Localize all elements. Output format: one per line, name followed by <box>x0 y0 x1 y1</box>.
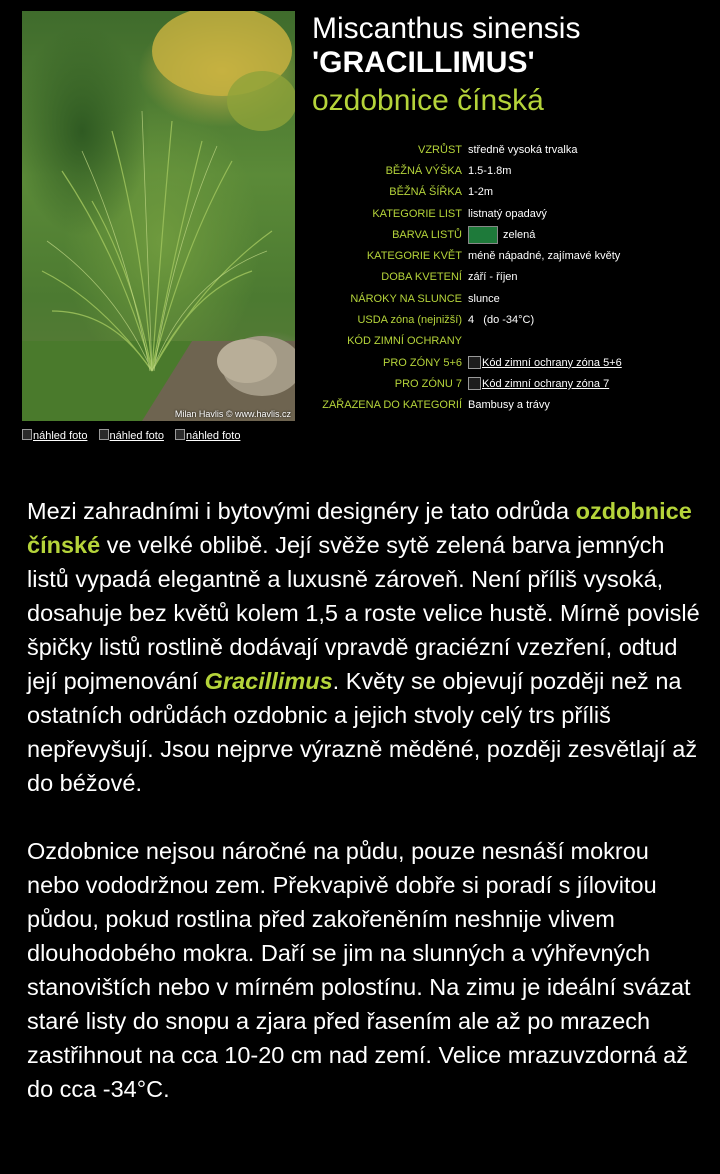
text-run: Mezi zahradními i bytovými designéry je tato odrůda <box>27 498 576 524</box>
property-key: BARVA LISTŮ <box>392 228 462 241</box>
property-value <box>468 226 535 244</box>
broken-image-icon <box>468 377 481 390</box>
czech-name: ozdobnice čínská <box>312 84 544 117</box>
property-key: USDA zóna (nejnižší) <box>357 314 462 327</box>
winter-protection-link-zone-5-6[interactable] <box>468 356 622 369</box>
property-key: PRO ZÓNY 5+6 <box>383 356 462 369</box>
property-row <box>300 331 720 352</box>
thumbnail-link-1[interactable] <box>22 429 87 442</box>
property-value: 1.5-1.8m <box>468 164 512 177</box>
property-row <box>300 267 720 288</box>
latin-name: Miscanthus sinensis <box>312 12 581 45</box>
property-row <box>300 224 720 245</box>
leaf-color-label: zelená <box>503 228 536 241</box>
broken-image-icon <box>468 356 481 369</box>
property-key: BĚŽNÁ ŠÍŘKA <box>389 186 462 199</box>
property-key: ZAŘAZENA DO KATEGORIÍ <box>322 399 462 412</box>
broken-image-icon <box>22 429 32 440</box>
winter-protection-link-zone-7[interactable] <box>468 377 609 390</box>
property-row <box>300 203 720 224</box>
text-run: . Květy se objevují později než na ostatních odrůdách ozdobnic a jejich stvoly celý trs příliš nepřevyšují. Jsou nejprve výrazně měděné, později zesvětlají až do béžové. <box>27 668 698 796</box>
thumbnail-link-2[interactable] <box>99 429 164 442</box>
plant-photo <box>22 11 295 421</box>
property-key: VZRŮST <box>418 143 462 156</box>
property-row <box>300 139 720 160</box>
property-value <box>468 377 609 390</box>
property-row <box>300 245 720 266</box>
thumbnail-label: náhled foto <box>109 430 164 442</box>
broken-image-icon <box>99 429 109 440</box>
link-label: Kód zimní ochrany zóna 5+6 <box>482 356 622 369</box>
property-value: středně vysoká trvalka <box>468 143 578 156</box>
description-paragraph-1 <box>27 494 707 800</box>
property-row <box>300 309 720 330</box>
link-label: Kód zimní ochrany zóna 7 <box>482 377 610 390</box>
property-key: NÁROKY NA SLUNCE <box>350 292 462 305</box>
photo-credit: Milan Havlis © www.havlis.cz <box>174 409 291 419</box>
property-key: KÓD ZIMNÍ OCHRANY <box>347 335 462 348</box>
properties-table <box>300 139 720 416</box>
property-row <box>300 352 720 373</box>
highlight-plant-name: ozdobnice čínské <box>27 498 692 558</box>
plant-title <box>312 12 580 122</box>
thumbnail-links <box>22 429 248 442</box>
broken-image-icon <box>175 429 185 440</box>
property-row <box>300 395 720 416</box>
property-row <box>300 373 720 394</box>
thumbnail-label: náhled foto <box>33 430 88 442</box>
highlight-cultivar: Gracillimus <box>204 668 333 694</box>
property-row <box>300 182 720 203</box>
description-paragraph-2: Ozdobnice nejsou náročné na půdu, pouze nesnáší mokrou nebo vododržnou zem. Překvapivě dobře si poradí s jílovitou půdou, pokud rostlina před zakořeněním neshnije vlivem dlouhodobého mokra. Daří se jim na slunných a výhřevných stanovištích nebo v mírném polostínu. Na zimu je ideální svázat staré listy do snopu a zjara před řasením ale až po mrazech zastřihnout na cca 10-20 cm nad zemí. Velice mrazuvzdorná až do cca -34°C. <box>27 838 691 1102</box>
property-value: slunce <box>468 292 500 305</box>
property-value: 1-2m <box>468 186 494 199</box>
property-key: BĚŽNÁ VÝŠKA <box>385 164 462 177</box>
property-key: PRO ZÓNU 7 <box>394 377 462 390</box>
cultivar-name: 'GRACILLIMUS' <box>312 46 535 79</box>
thumbnail-link-3[interactable] <box>175 429 240 442</box>
property-value: září - říjen <box>468 271 518 284</box>
property-value <box>468 356 622 369</box>
property-key: KATEGORIE KVĚT <box>366 250 462 263</box>
plant-photo-illustration <box>22 11 295 421</box>
property-value: Bambusy a trávy <box>468 399 550 412</box>
property-value: 4 (do -34°C) <box>468 314 535 327</box>
description <box>27 494 707 1140</box>
property-row <box>300 288 720 309</box>
property-key: DOBA KVETENÍ <box>381 271 462 284</box>
text-run: ve velké oblibě. Její svěže sytě zelená barva jemných listů vypadá elegantně a luxusně zároveň. Není příliš vysoká, dosahuje bez květů kolem 1,5 a roste velice hustě. Mírně povislé špičky listů rostlině dodávají vpravdě graciézní vzezření, odtud její pojmenování <box>27 532 700 694</box>
property-value: méně nápadné, zajímavé květy <box>468 250 621 263</box>
property-value: listnatý opadavý <box>468 207 547 220</box>
leaf-color-swatch <box>468 226 498 244</box>
property-key: KATEGORIE LIST <box>372 207 462 220</box>
thumbnail-label: náhled foto <box>186 430 241 442</box>
property-row <box>300 160 720 181</box>
